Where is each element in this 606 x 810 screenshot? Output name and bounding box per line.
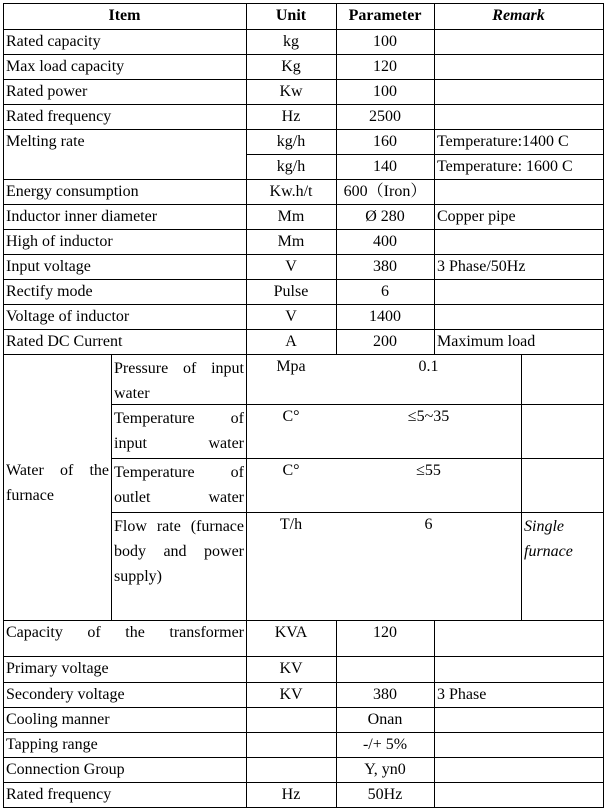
water-unit: C° — [282, 462, 300, 479]
grid-line — [3, 732, 604, 733]
water-sub-item: Pressure of input water — [114, 360, 244, 402]
grid-line — [336, 3, 337, 355]
grid-line — [3, 757, 604, 758]
water-remark: Single furnace — [524, 518, 573, 560]
transformer-parameter: 380 — [373, 686, 397, 703]
transformer-parameter: 50Hz — [367, 786, 403, 803]
row-remark: Temperature:1400 C — [437, 133, 569, 150]
transformer-remark — [434, 757, 603, 782]
row-item: Max load capacity — [6, 58, 125, 75]
row-unit: Kw.h/t — [269, 183, 313, 200]
grid-line — [3, 3, 604, 4]
row-parameter: 100 — [373, 33, 397, 50]
row-item: Rated power — [6, 83, 88, 100]
grid-line — [111, 458, 604, 459]
row-item: Rated capacity — [6, 33, 101, 50]
grid-line — [434, 3, 435, 355]
row-remark — [434, 304, 603, 329]
row-parameter: 100 — [373, 83, 397, 100]
row-item: Inductor inner diameter — [6, 208, 158, 225]
grid-line — [3, 707, 604, 708]
water-remark — [521, 354, 603, 404]
water-parameter: ≤55 — [416, 462, 441, 479]
grid-line — [434, 620, 435, 808]
transformer-remark: 3 Phase — [437, 686, 487, 703]
water-parameter: 6 — [424, 516, 433, 533]
row-item: Melting rate — [6, 133, 85, 150]
row-item: Rated DC Current — [6, 333, 123, 350]
grid-line — [3, 254, 604, 255]
row-unit: Hz — [281, 108, 301, 125]
grid-line — [246, 154, 604, 155]
water-unit: T/h — [279, 516, 303, 533]
transformer-unit — [246, 707, 336, 732]
row-unit: Mm — [277, 233, 305, 250]
water-parameter: 0.1 — [418, 358, 439, 375]
transformer-item: Rated frequency — [6, 786, 112, 803]
transformer-item: Tapping range — [6, 736, 98, 753]
transformer-unit: KVA — [274, 624, 308, 641]
row-item: High of inductor — [6, 233, 113, 250]
row-unit: Kg — [281, 58, 301, 75]
transformer-parameter — [336, 656, 434, 682]
transformer-item: Capacity of the transformer — [6, 624, 244, 641]
water-remark — [521, 458, 603, 512]
water-unit: C° — [282, 408, 300, 425]
grid-line — [3, 204, 604, 205]
row-remark — [434, 54, 603, 79]
row-remark — [434, 29, 603, 54]
transformer-item: Secondery voltage — [6, 686, 125, 703]
water-sub-item: Flow rate (furnace body and power supply) — [114, 518, 244, 585]
row-parameter: 120 — [373, 58, 397, 75]
grid-line — [3, 104, 604, 105]
transformer-unit: KV — [279, 660, 303, 677]
transformer-parameter: -/+ 5% — [362, 736, 408, 753]
grid-line — [3, 3, 4, 808]
row-parameter: 600（Iron） — [343, 183, 427, 200]
water-unit: Mpa — [276, 358, 306, 375]
transformer-remark — [434, 707, 603, 732]
transformer-unit: Hz — [281, 786, 301, 803]
transformer-item: Primary voltage — [6, 660, 109, 677]
row-unit: kg — [283, 33, 299, 50]
transformer-remark — [434, 782, 603, 807]
grid-line — [246, 3, 247, 808]
row-unit: V — [285, 258, 297, 275]
row-parameter: Ø 280 — [365, 208, 405, 225]
grid-line — [111, 512, 604, 513]
row-parameter: 160 — [373, 133, 397, 150]
transformer-remark — [434, 620, 603, 656]
transformer-remark — [434, 656, 603, 682]
grid-line — [3, 656, 604, 657]
grid-line — [3, 807, 604, 808]
row-remark: Maximum load — [437, 333, 536, 350]
grid-line — [3, 304, 604, 305]
header-item: Item — [108, 7, 141, 24]
row-item: Input voltage — [6, 258, 91, 275]
row-unit: A — [285, 333, 297, 350]
water-remark — [521, 404, 603, 458]
grid-line — [3, 329, 604, 330]
transformer-remark — [434, 732, 603, 757]
grid-line — [3, 782, 604, 783]
row-remark: Temperature: 1600 C — [437, 158, 573, 175]
row-parameter: 400 — [373, 233, 397, 250]
row-item: Rated frequency — [6, 108, 112, 125]
row-item: Voltage of inductor — [6, 308, 130, 325]
water-parameter: ≤5~35 — [407, 408, 450, 425]
row-unit: Kw — [279, 83, 303, 100]
water-sub-item: Temperature of input water — [114, 410, 244, 452]
row-unit: Mm — [277, 208, 305, 225]
transformer-unit — [246, 732, 336, 757]
grid-line — [111, 354, 112, 621]
row-item: Rectify mode — [6, 283, 93, 300]
row-unit: V — [285, 308, 297, 325]
row-unit: kg/h — [276, 133, 306, 150]
row-remark: Copper pipe — [437, 208, 516, 225]
grid-line — [521, 354, 522, 621]
grid-line — [603, 3, 604, 808]
grid-line — [3, 682, 604, 683]
grid-line — [336, 620, 337, 808]
grid-line — [3, 179, 604, 180]
transformer-item: Cooling manner — [6, 711, 110, 728]
row-parameter: 200 — [373, 333, 397, 350]
row-unit: kg/h — [276, 158, 306, 175]
row-remark — [434, 229, 603, 254]
row-remark — [434, 79, 603, 104]
transformer-parameter: Y, yn0 — [364, 761, 406, 778]
row-parameter: 6 — [381, 283, 389, 300]
row-unit: Pulse — [273, 283, 309, 300]
row-parameter: 2500 — [369, 108, 401, 125]
water-sub-item: Temperature of outlet water — [114, 464, 244, 506]
transformer-unit — [246, 757, 336, 782]
water-group-label: Water of the furnace — [6, 462, 109, 504]
grid-line — [111, 404, 604, 405]
grid-line — [3, 79, 604, 80]
grid-line — [3, 279, 604, 280]
transformer-item: Connection Group — [6, 761, 125, 778]
row-remark — [434, 104, 603, 129]
row-parameter: 140 — [373, 158, 397, 175]
header-unit: Unit — [275, 7, 307, 24]
grid-line — [3, 29, 604, 30]
row-remark — [434, 279, 603, 304]
transformer-unit: KV — [279, 686, 303, 703]
row-parameter: 1400 — [369, 308, 401, 325]
row-item: Energy consumption — [6, 183, 139, 200]
row-remark: 3 Phase/50Hz — [437, 258, 526, 275]
grid-line — [3, 129, 604, 130]
header-parameter: Parameter — [348, 7, 422, 24]
grid-line — [3, 229, 604, 230]
grid-line — [3, 54, 604, 55]
row-remark — [434, 179, 603, 204]
transformer-parameter: Onan — [367, 711, 403, 728]
header-remark: Remark — [492, 7, 545, 24]
transformer-parameter: 120 — [373, 624, 397, 641]
row-parameter: 380 — [373, 258, 397, 275]
